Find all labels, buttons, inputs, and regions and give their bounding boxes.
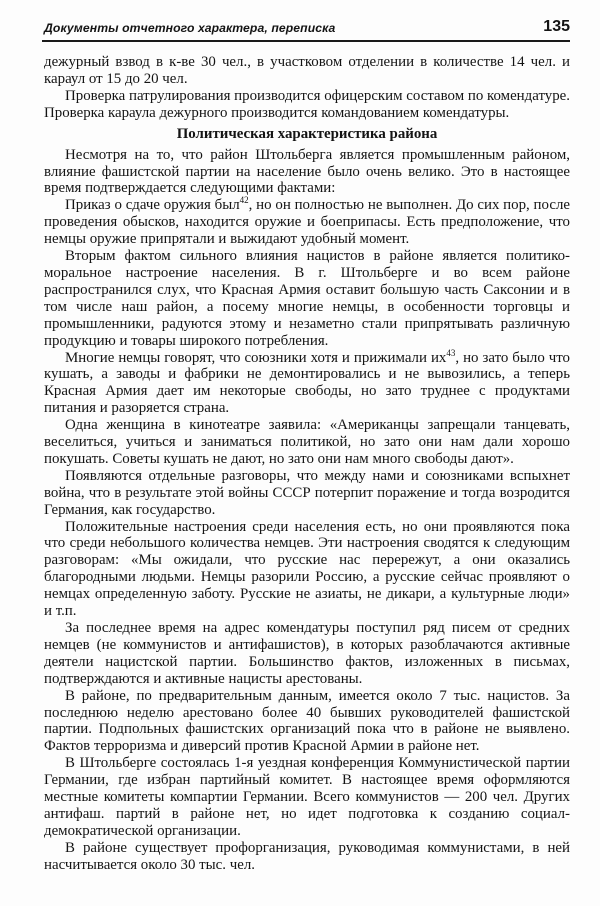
paragraph-1: дежурный взвод в к-ве 30 чел., в участковом отделении в количестве 14 чел. и караул от 15 до 20 чел. <box>44 54 570 87</box>
paragraph-6-text-start: Многие немцы говорят, что союзники хотя и прижимали их <box>65 349 447 366</box>
paragraph-12: В Штольберге состоялась 1-я уездная конференция Коммунистической партии Германии, где избран партийный комитет. В настоящее время оформляются местные комитеты компартии Германии. Всего коммунистов — 200 чел. Других антифаш. партий в районе нет, но идет подготовка к созданию социал-демократической организации. <box>44 755 570 839</box>
paragraph-8: Появляются отдельные разговоры, что между нами и союзниками вспыхнет война, что в результате этой войны СССР потерпит поражение и тогда возродится Германия, как государство. <box>44 467 570 518</box>
paragraph-6-text-end: , но зато было что кушать, а заводы и фабрики не демонтировались и не вывозились, а теперь Красная Армия дает им некоторые свободы, но зато труднее с продуктами питания и разоряется страна. <box>44 349 570 417</box>
paragraph-13: В районе существует профорганизация, руководимая коммунистами, в ней насчитывается около 30 тыс. чел. <box>44 839 570 873</box>
footnote-ref-43: 43 <box>446 347 456 358</box>
paragraph-6 <box>44 347 570 418</box>
paragraph-7: Одна женщина в кинотеатре заявила: «Американцы запрещали танцевать, веселиться, учиться и заниматься политикой, но зато они нам дали хорошо покушать. Советы кушать не дают, но зато они нам много свободы дают». <box>44 417 570 467</box>
body-text <box>44 54 570 874</box>
paragraph-5: Вторым фактом сильного влияния нацистов в районе является политико-моральное настроение населения. В г. Штольберге и во всем районе распространился слух, что Красная Армия оставит большую часть Саксонии и в том числе наш район, а посему многие немцы, в особенности торговцы и промышленники, радуются этому и незаметно стали припрятывать различную продукцию и товары широкого потребления. <box>44 248 570 349</box>
paragraph-9: Положительные настроения среди населения есть, но они проявляются пока что среди небольшого количества немцев. Эти настроения сводятся к следующим разговорам: «Мы ожидали, что русские нас перережут, а они оказались благородными людьми. Немцы разорили Россию, а русские сейчас проявляют о немцах определенную заботу. Русские не азиаты, не дикари, а культурные люди» и т.п. <box>44 518 570 620</box>
paragraph-4-text-end: , но он полностью не выполнен. До сих пор, после проведения обысков, находится оружие и боеприпасы. Есть предположение, что немцы оружие припрятали и выжидают удобный момент. <box>44 197 570 248</box>
footnote-ref-42: 42 <box>239 195 249 206</box>
running-title: Документы отчетного характера, переписка <box>44 21 336 35</box>
paragraph-11: В районе, по предварительным данным, имеется около 7 тыс. нацистов. За последнюю неделю арестовано более 40 бывших руководителей фашистской партии. Подпольных фашистских организаций пока что в районе не выявлено. Фактов терроризма и диверсий против Красной Армии в районе нет. <box>44 687 570 755</box>
paragraph-2: Проверка патрулирования производится офицерским составом по комендатуре. Проверка караула дежурного производится командованием комендатуры. <box>44 87 570 121</box>
paragraph-10: За последнее время на адрес комендатуры поступил ряд писем от средних немцев (не коммунистов и антифашистов), в которых разоблачаются активные деятели нацистской партии. Большинство фактов, изложенных в письмах, подтверждаются и активные нацисты арестованы. <box>44 620 570 687</box>
paragraph-3: Несмотря на то, что район Штольберга является промышленным районом, влияние фашистской партии на население было очень велико. Это в настоящее время подтверждается следующими фактами: <box>44 146 570 197</box>
paragraph-4 <box>44 197 570 248</box>
section-heading: Политическая характеристика района <box>176 125 438 142</box>
paragraph-4-text-start: Приказ о сдаче оружия был <box>65 197 240 214</box>
page-number: 135 <box>543 18 570 35</box>
running-header <box>42 18 570 42</box>
